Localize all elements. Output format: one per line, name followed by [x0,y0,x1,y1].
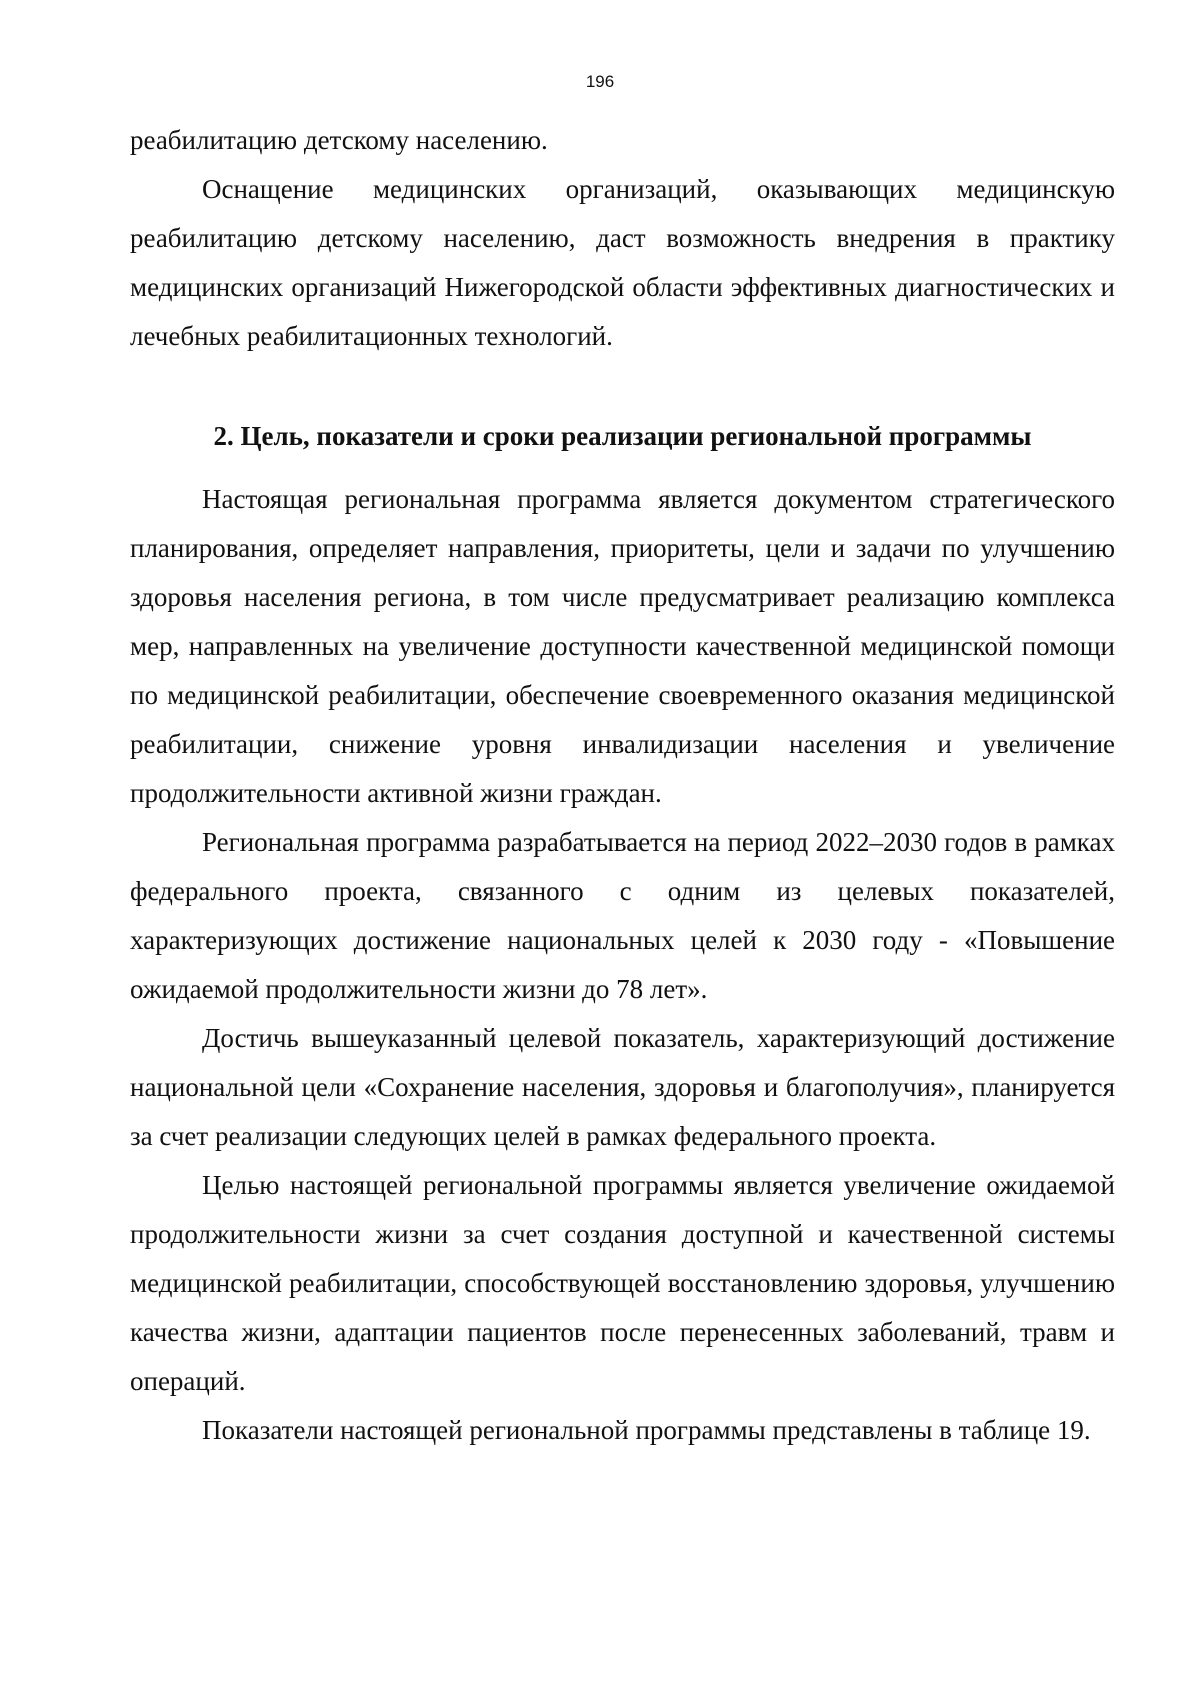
paragraph-program-period: Региональная программа разрабатывается на период 2022–2030 годов в рамках федерального проекта, связанного с одним из целевых показателей, характеризующих достижение национальных целей к 2030 году - «Повышение ожидаемой продолжительности жизни до 78 лет». [130,827,1115,1004]
paragraph-equipment: Оснащение медицинских организаций, оказывающих медицинскую реабилитацию детскому населению, даст возможность внедрения в практику медицинских организаций Нижегородской области эффективных диагностических и лечебных реабилитационных технологий. [130,174,1115,351]
paragraph-program-goal: Целью настоящей региональной программы является увеличение ожидаемой продолжительности жизни за счет создания доступной и качественной системы медицинской реабилитации, способствующей восстановлению здоровья, улучшению качества жизни, адаптации пациентов после перенесенных заболеваний, травм и операций. [130,1170,1115,1396]
paragraph-program-purpose: Настоящая региональная программа является документом стратегического планирования, определяет направления, приоритеты, цели и задачи по улучшению здоровья населения региона, в том числе предусматривает реализацию комплекса мер, направленных на увеличение доступности качественной медицинской помощи по медицинской реабилитации, обеспечение своевременного оказания медицинской реабилитации, снижение уровня инвалидизации населения и увеличение продолжительности активной жизни граждан. [130,484,1115,808]
paragraph-indicators-reference: Показатели настоящей региональной программы представлены в таблице 19. [202,1415,1091,1445]
page-number: 196 [585,72,615,91]
section-heading: 2. Цель, показатели и сроки реализации региональной программы [213,421,1032,451]
paragraph-continuation: реабилитацию детскому населению. [130,125,548,155]
page-body [130,116,1115,1455]
paragraph-target-indicator: Достичь вышеуказанный целевой показатель, характеризующий достижение национальной цели «Сохранение населения, здоровья и благополучия», планируется за счет реализации следующих целей в рамках федерального проекта. [130,1023,1115,1151]
